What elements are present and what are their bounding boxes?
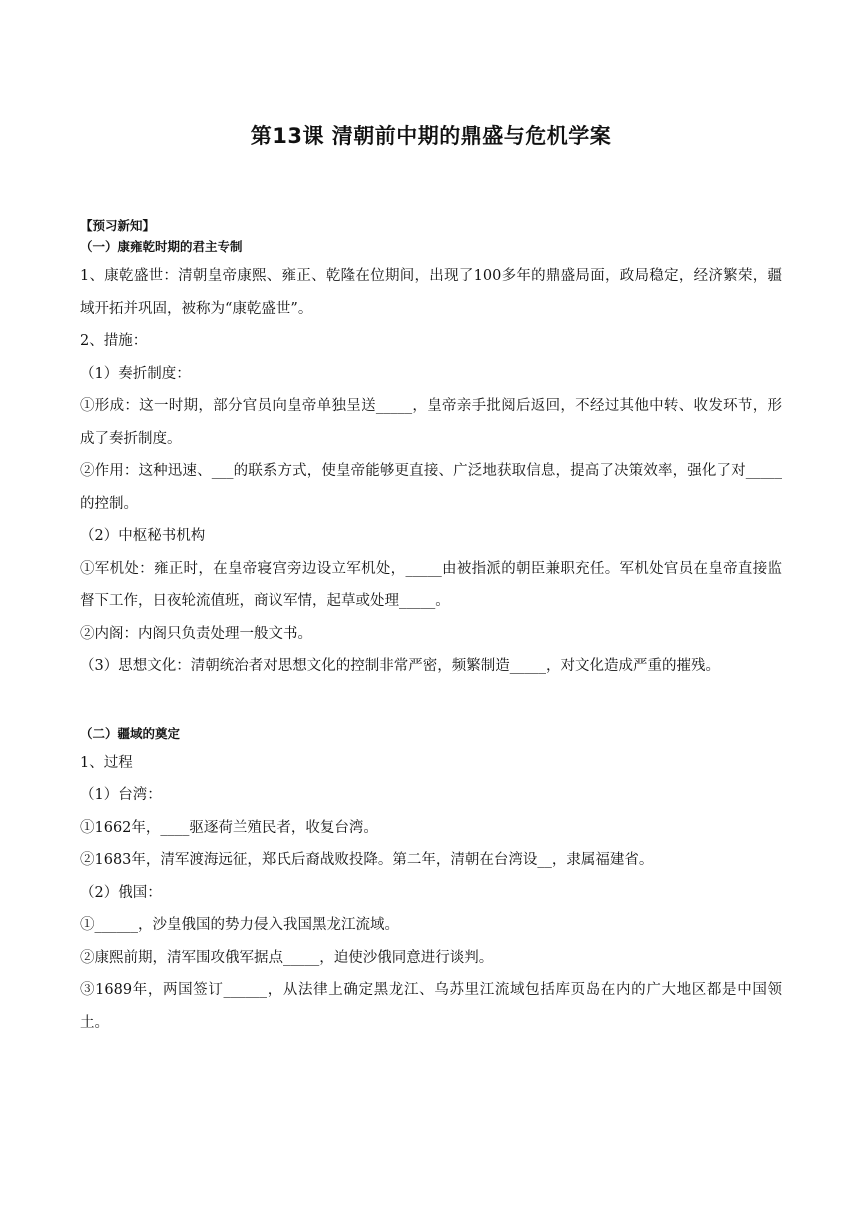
section-territory [80, 723, 782, 1040]
section-heading: （一）康雍乾时期的君主专制 [80, 239, 243, 254]
section-heading: （二）疆域的奠定 [80, 725, 181, 741]
paragraph: ①形成：这一时期，部分官员向皇帝单独呈送_____，皇帝亲手批阅后返回，不经过其他中转、收发环节，形成了奏折制度。 [80, 398, 782, 447]
paragraph: ①军机处：雍正时，在皇帝寝宫旁边设立军机处，_____由被指派的朝臣兼职充任。军机处官员在皇帝直接监督下工作，日夜轮流值班，商议军情，起草或处理_____。 [80, 560, 782, 609]
paragraph: ①1662年，____驱逐荷兰殖民者，收复台湾。 [80, 819, 378, 836]
spacer [80, 683, 782, 723]
paragraph: （2）俄国： [80, 884, 162, 901]
paragraph: ③1689年，两国签订______，从法律上确定黑龙江、乌苏里江流域包括库页岛在内的广大地区都是中国领土。 [80, 982, 782, 1031]
paragraph: ②作用：这种迅速、___的联系方式，使皇帝能够更直接、广泛地获取信息，提高了决策效率，强化了对_____的控制。 [80, 463, 782, 512]
paragraph: 1、过程 [80, 754, 133, 771]
paragraph: 2、措施： [80, 333, 148, 349]
paragraph: （1）奏折制度： [80, 365, 191, 382]
paragraph: （3）思想文化：清朝统治者对思想文化的控制非常严密，频繁制造_____，对文化造成严重的摧残。 [80, 658, 720, 674]
paragraph: ②内阁：内阁只负责处理一般文书。 [80, 625, 312, 642]
page-title: 第13课 清朝前中期的鼎盛与危机学案 [250, 124, 612, 148]
paragraph: ②康熙前期，清军围攻俄军据点_____，迫使沙俄同意进行谈判。 [80, 949, 494, 966]
paragraph: ①______，沙皇俄国的势力侵入我国黑龙江流域。 [80, 917, 399, 933]
paragraph: （2）中枢秘书机构 [80, 528, 206, 544]
preview-tag: 【预习新知】 [80, 218, 156, 233]
paragraph: ②1683年，清军渡海远征，郑氏后裔战败投降。第二年，清朝在台湾设__，隶属福建省。 [80, 852, 654, 868]
paragraph: 1、康乾盛世：清朝皇帝康熙、雍正、乾隆在位期间，出现了100多年的鼎盛局面，政局稳定，经济繁荣，疆域开拓并巩固，被称为“康乾盛世”。 [80, 268, 782, 317]
section-monarchy [80, 236, 782, 683]
paragraph: （1）台湾： [80, 787, 162, 803]
